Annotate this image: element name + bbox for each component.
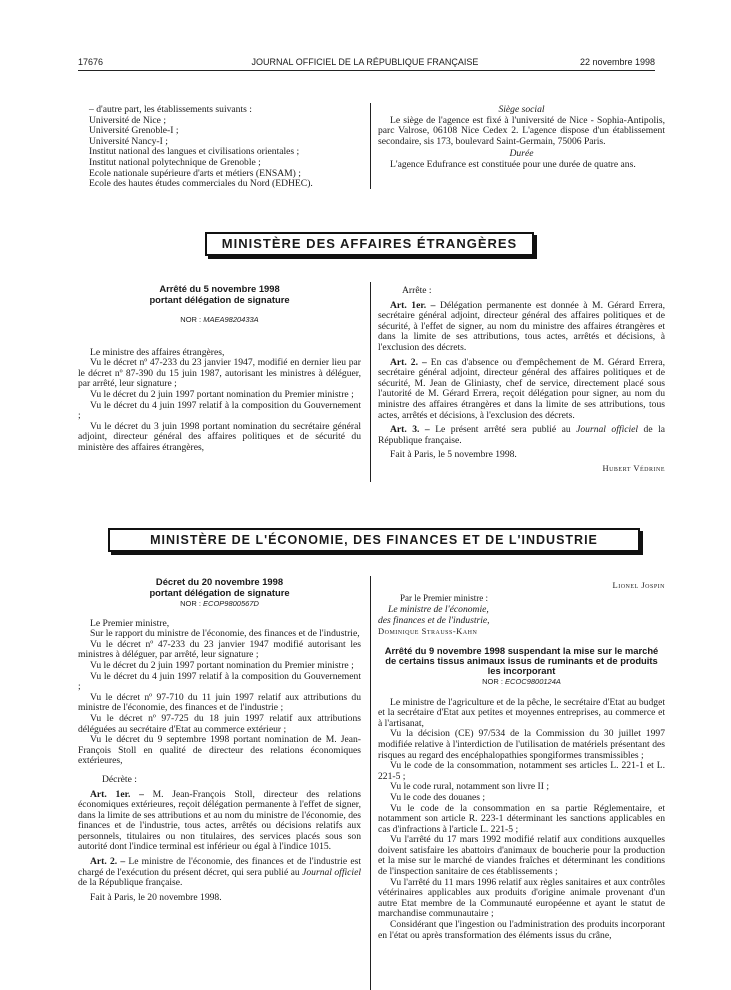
article-2-label: Art. 2. –	[390, 356, 427, 368]
arrete2-visa: Le ministre de l'agriculture et de la pêche, le secrétaire d'Etat au budget et la secrétaire d'Etat aux petites et moyennes entreprises, au commerce et à l'artisanat,	[378, 696, 665, 729]
siege-heading: Siège social	[498, 104, 545, 115]
top-line: – d'autre part, les établissements suivants :	[89, 104, 252, 115]
top-right-column	[378, 105, 665, 171]
decret-article-2-journal: Journal officiel	[302, 866, 362, 878]
article-3-text-b: de la République française.	[378, 424, 665, 446]
decret-article-2-label: Art. 2. –	[90, 856, 126, 868]
nor-reference	[78, 315, 361, 326]
minister-line1: Le ministre de l'économie,	[388, 604, 489, 616]
signature-vedrine: Hubert Védrine	[602, 462, 665, 473]
ministry-banner-affaires-etrangeres: MINISTÈRE DES AFFAIRES ÉTRANGÈRES	[205, 232, 534, 256]
decret-article-1-text: M. Jean-François Stoll, directeur des relations économiques extérieures, reçoit délégation permanente à l'effet de signer, dans la limite de ses attributions et au nom du ministre de l'économie, des finances et de l'industrie, tous actes, arrêtés ou décisions relatifs aux personnels, titulaires ou non titulaires, des services placés sous son autorité dont l'indice terminal est inférieur ou égal à l'indice 1015.	[78, 788, 361, 853]
decret-visa: Vu le décret du 2 juin 1997 portant nomination du Premier ministre ;	[90, 659, 354, 671]
decrete-word: Décrète :	[102, 773, 137, 785]
top-left-column	[89, 105, 359, 190]
visa-paragraph: Vu le décret du 3 juin 1998 portant nomination du secrétaire général adjoint, directeur général des affaires politiques et de sécurité du ministère des affaires étrangères,	[78, 420, 361, 453]
arrete2-visa: Considérant que l'ingestion ou l'administration des produits incorporant en l'état ou après transformation des éléments issus du crâne,	[378, 919, 665, 941]
section2-column-divider	[370, 576, 371, 990]
decret-title-line1: Décret du 20 novembre 1998	[155, 576, 284, 587]
article-2-text: En cas d'absence ou d'empêchement de M. Gérard Errera, secrétaire général adjoint, directeur général des affaires politiques et de sécurité, M. Jean de Gliniasty, chef de service, directement placé sous l'autorité de M. Gérard Errera, reçoit délégation pour signer, au nom du ministre des affaires étrangères et dans la limite de ses attributions, tous actes, arrêtés et décisions, à l'exclusion des décrets.	[378, 356, 665, 421]
article-1-label: Art. 1er. –	[390, 299, 436, 311]
article-3-label: Art. 3. –	[390, 424, 430, 436]
par-premier-ministre: Par le Premier ministre :	[400, 592, 488, 603]
top-line: Ecole des hautes études commerciales du Nord (EDHEC).	[89, 178, 313, 190]
arrete2-visa: Vu le code de la consommation en sa partie Réglementaire, et notamment son article R. 223-1 déterminant les sanctions applicables en cas d'infractions à l'article L. 221-5 ;	[378, 802, 665, 835]
decret-visa: Le Premier ministre,	[90, 617, 170, 629]
top-line: Université de Nice ;	[89, 114, 166, 126]
arrete2-title: Arrêté du 9 novembre 1998 suspendant la mise sur le marché de certains tissus animaux issus de ruminants et de produits les incorporant	[384, 644, 659, 676]
nor-code: MAEA9820433A	[203, 315, 259, 324]
arrete-word: Arrête :	[402, 285, 432, 296]
section2-right-column	[378, 580, 665, 941]
decret-visa: Sur le rapport du ministre de l'économie, des finances et de l'industrie,	[90, 628, 360, 640]
arrete2-visa: Vu le code rural, notamment son livre II ;	[390, 781, 550, 793]
decret-title-line2: portant délégation de signature	[149, 586, 290, 598]
article-3-journal: Journal officiel	[576, 424, 639, 436]
visa-paragraph: Vu le décret du 2 juin 1997 portant nomination du Premier ministre ;	[90, 388, 354, 400]
decret-visa: Vu le décret du 4 juin 1997 relatif à la composition du Gouvernement ;	[78, 670, 361, 693]
decret-nor-reference	[78, 599, 361, 610]
arrete2-visa: Vu l'arrêté du 17 mars 1992 modifié relatif aux conditions auxquelles doivent satisfaire les abattoirs d'animaux de boucherie pour la production et la mise sur le marché de viandes fraîches et déterminant les conditions de l'inspection sanitaire de ces établissements ;	[378, 834, 665, 878]
decret-visa: Vu le décret nº 47-233 du 23 janvier 1947 modifié autorisant les ministres à déléguer, par arrêté, leur signature ;	[78, 638, 361, 661]
issue-date: 22 novembre 1998	[579, 57, 655, 67]
visa-paragraph: Vu le décret nº 47-233 du 23 janvier 1947, modifié en dernier lieu par le décret nº 87-390 du 15 juin 1987, autorisant les ministres à déléguer, par arrêté, leur signature ;	[78, 357, 361, 390]
decret-nor-code: ECOP9800567D	[203, 599, 259, 608]
section2-left-column	[78, 577, 361, 903]
arrete2-visa: Vu le code des douanes ;	[390, 791, 486, 803]
decret-visa: Vu le décret nº 97-710 du 11 juin 1997 relatif aux attributions du ministre de l'économie, des finances et de l'industrie ;	[78, 691, 361, 714]
arrete-title-line1: Arrêté du 5 novembre 1998	[159, 283, 280, 294]
duree-heading: Durée	[509, 148, 534, 160]
top-line: Université Grenoble-I ;	[89, 125, 179, 137]
decret-article-2-text-a: Le ministre de l'économie, des finances et de l'industrie est chargé de l'exécution du présent décret, qui sera publié au	[78, 856, 361, 878]
decret-article-1-label: Art. 1er. –	[90, 788, 144, 800]
top-line: Institut national polytechnique de Grenoble ;	[89, 156, 261, 168]
decret-article-2	[78, 857, 361, 889]
duree-text: L'agence Edufrance est constituée pour une durée de quatre ans.	[390, 158, 636, 170]
visa-paragraph: Vu le décret du 4 juin 1997 relatif à la composition du Gouvernement ;	[78, 399, 361, 422]
decret-article-1	[78, 790, 361, 854]
section1-left-column	[78, 284, 361, 454]
arrete2-nor-code: ECOC9800124A	[505, 676, 561, 686]
decret-article-2-text-b: de la République française.	[78, 877, 183, 889]
top-line: Institut national des langues et civilisations orientales ;	[89, 146, 300, 158]
visa-paragraph: Le ministre des affaires étrangères,	[90, 346, 225, 358]
arrete2-nor-reference	[378, 677, 665, 688]
article-3	[378, 425, 665, 446]
section1-column-divider	[370, 282, 371, 482]
arrete2-visa: Vu le code de la consommation, notamment ses articles L. 221-1 et L. 221-5 ;	[378, 760, 665, 782]
arrete-title-line2: portant délégation de signature	[149, 293, 290, 305]
decret-nor-label: NOR :	[180, 599, 201, 608]
arrete2-nor-label: NOR :	[482, 676, 503, 686]
decret-visa: Vu le décret nº 97-725 du 18 juin 1997 relatif aux attributions déléguées au secrétaire d'Etat au commerce extérieur ;	[78, 712, 361, 735]
article-1-text: Délégation permanente est donnée à M. Gérard Errera, secrétaire général adjoint, directeur général des affaires politiques et de sécurité, à l'effet de signer, au nom du ministre des affaires étrangères et dans la limite de ses attributions, tous actes, arrêtés et décisions, à l'exclusion des décrets.	[378, 299, 665, 353]
minister-line2: des finances et de l'industrie,	[378, 614, 490, 626]
top-column-divider	[370, 103, 371, 189]
article-2	[378, 358, 665, 422]
top-line: Université Nancy-I ;	[89, 135, 168, 147]
signature-jospin: Lionel Jospin	[612, 580, 665, 590]
article-1	[378, 301, 665, 354]
arrete2-visa: Vu la décision (CE) 97/534 de la Commission du 30 juillet 1997 modifiée relative à l'interdiction de l'utilisation de matériels présentant des risques au regard des encéphalopathies spongiformes transmissibles ;	[378, 728, 665, 761]
page-number: 17676	[78, 57, 104, 67]
article-3-text-a: Le présent arrêté sera publié au	[435, 424, 577, 436]
header-rule	[78, 70, 655, 71]
top-line: Ecole nationale supérieure d'arts et métiers (ENSAM) ;	[89, 167, 301, 179]
fait-line: Fait à Paris, le 5 novembre 1998.	[390, 449, 517, 461]
ministry-banner-economie: MINISTÈRE DE L'ÉCONOMIE, DES FINANCES ET DE L'INDUSTRIE	[108, 528, 640, 552]
section1-right-column	[378, 286, 665, 474]
nor-label: NOR :	[180, 315, 202, 324]
decret-fait-line: Fait à Paris, le 20 novembre 1998.	[90, 891, 222, 903]
journal-title: JOURNAL OFFICIEL DE LA RÉPUBLIQUE FRANÇAISE	[251, 57, 479, 67]
signature-strauss-kahn: Dominique Strauss-Kahn	[378, 626, 478, 637]
arrete2-visa: Vu l'arrêté du 11 mars 1996 relatif aux règles sanitaires et aux contrôles vétérinaires applicables aux produits d'origine animale provenant d'un autre Etat membre de la Communauté européenne et ayant le statut de marchandise communautaire ;	[378, 876, 665, 920]
siege-text: Le siège de l'agence est fixé à l'université de Nice - Sophia-Antipolis, parc Valrose, 06108 Nice Cedex 2. L'agence dispose d'un établissement secondaire, sis 173, boulevard Saint-Germain, 75006 Paris.	[378, 114, 665, 147]
decret-visa: Vu le décret du 9 septembre 1998 portant nomination de M. Jean-François Stoll en qualité de directeur des relations économiques extérieures,	[78, 734, 361, 767]
